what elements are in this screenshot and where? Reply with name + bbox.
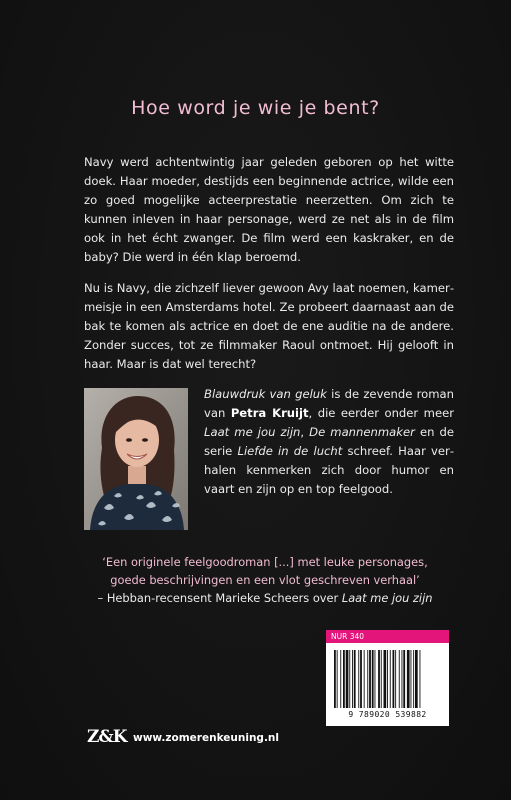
barcode-bar: [337, 650, 338, 708]
barcode-bar: [360, 650, 362, 708]
barcode-label: [326, 630, 449, 726]
barcode-bar: [413, 650, 414, 708]
barcode-bar: [367, 650, 368, 708]
bio-text: ,: [300, 425, 310, 439]
barcode-bar: [340, 650, 341, 708]
author-bio: [204, 385, 454, 499]
barcode-bar: [364, 650, 365, 708]
barcode-bar: [375, 650, 376, 708]
barcode-bar: [390, 650, 391, 708]
isbn-number: 9 789020 539882: [348, 710, 427, 719]
author-name: Petra Kruijt: [230, 406, 309, 420]
barcode-bar: [395, 650, 396, 708]
blurb-paragraph-2: Nu is Navy, die zichzelf liever gewoon Avy laat noemen, kamermeisje in een Amsterdams hotel. Ze probeert daarnaast aan de bak te komen als actrice en doet de ene auditie na de andere. Zonder succes, tot ze filmmaker Raoul ontmoet. Hij gelooft in haar. Maar is dat wel terecht?: [84, 281, 454, 371]
barcode-bar: [378, 650, 380, 708]
bio-text: is de zevende roman van: [204, 387, 454, 420]
author-portrait-image: [84, 388, 188, 530]
review-quote: [60, 553, 470, 607]
publisher-website[interactable]: www.zomerenkeuning.nl: [133, 732, 280, 744]
barcode-bar: [369, 650, 371, 708]
quote-line-1: ‘Een originele feelgoodroman [...] met leuke personages,: [102, 555, 428, 569]
barcode-bar: [393, 650, 395, 708]
barcode-bar: [334, 650, 336, 708]
publisher-logo: Z&K: [87, 727, 127, 747]
barcode-bar: [354, 650, 356, 708]
barcode-bar: [387, 650, 388, 708]
barcode-bar: [346, 650, 349, 708]
bio-book-title: Liefde in de lucht: [237, 444, 343, 458]
barcode-bar: [411, 650, 412, 708]
blurb-paragraph-1: Navy werd achtentwintig jaar geleden geboren op het witte doek. Haar moeder, destijds een beginnende actrice, wilde een zo goed mogelijke acteerprestatie neerzetten. Om zich te kunnen inleven in haar personage, werd ze net als in de film ook in het écht zwanger. De film werd een kaskraker, en de baby? Die werd in één klap beroemd.: [84, 155, 454, 264]
quote-line-2: goede beschrijvingen en een vlot geschreven verhaal’: [110, 573, 420, 587]
barcode-bar: [415, 650, 418, 708]
attribution-text: – Hebban-recensent Marieke Scheers over: [97, 591, 342, 605]
barcode-bar: [420, 650, 421, 708]
barcode-bar: [372, 650, 374, 708]
barcode-bar: [381, 650, 382, 708]
bio-text: , die eerder onder meer: [308, 406, 454, 420]
barcode-bar: [358, 650, 359, 708]
barcode-bar: [352, 650, 353, 708]
attribution-book: Laat me jou zijn: [341, 591, 433, 605]
bio-book-title: Laat me jou zijn: [204, 425, 301, 439]
barcode-bars: [334, 650, 442, 708]
bio-book-title: Blauwdruk van geluk: [204, 387, 327, 401]
author-photo: [84, 388, 188, 530]
headline: Hoe word je wie je bent?: [131, 97, 380, 119]
bio-book-title: De mannenmaker: [309, 425, 415, 439]
barcode-bar: [384, 650, 387, 708]
barcode-bar: [399, 650, 400, 708]
nur-code: NUR 340: [326, 630, 449, 643]
barcode-bar: [402, 650, 403, 708]
quote-attribution: [60, 589, 470, 607]
barcode-bar: [407, 650, 410, 708]
barcode-bar: [403, 650, 405, 708]
bio-text: en de serie: [204, 425, 454, 458]
barcode-bar: [343, 650, 345, 708]
barcode-bar: [349, 650, 350, 708]
bio-text: schreef. Haar verhalen kenmerken zich door humor en vaart en zijn op en top feelgood.: [204, 444, 454, 496]
